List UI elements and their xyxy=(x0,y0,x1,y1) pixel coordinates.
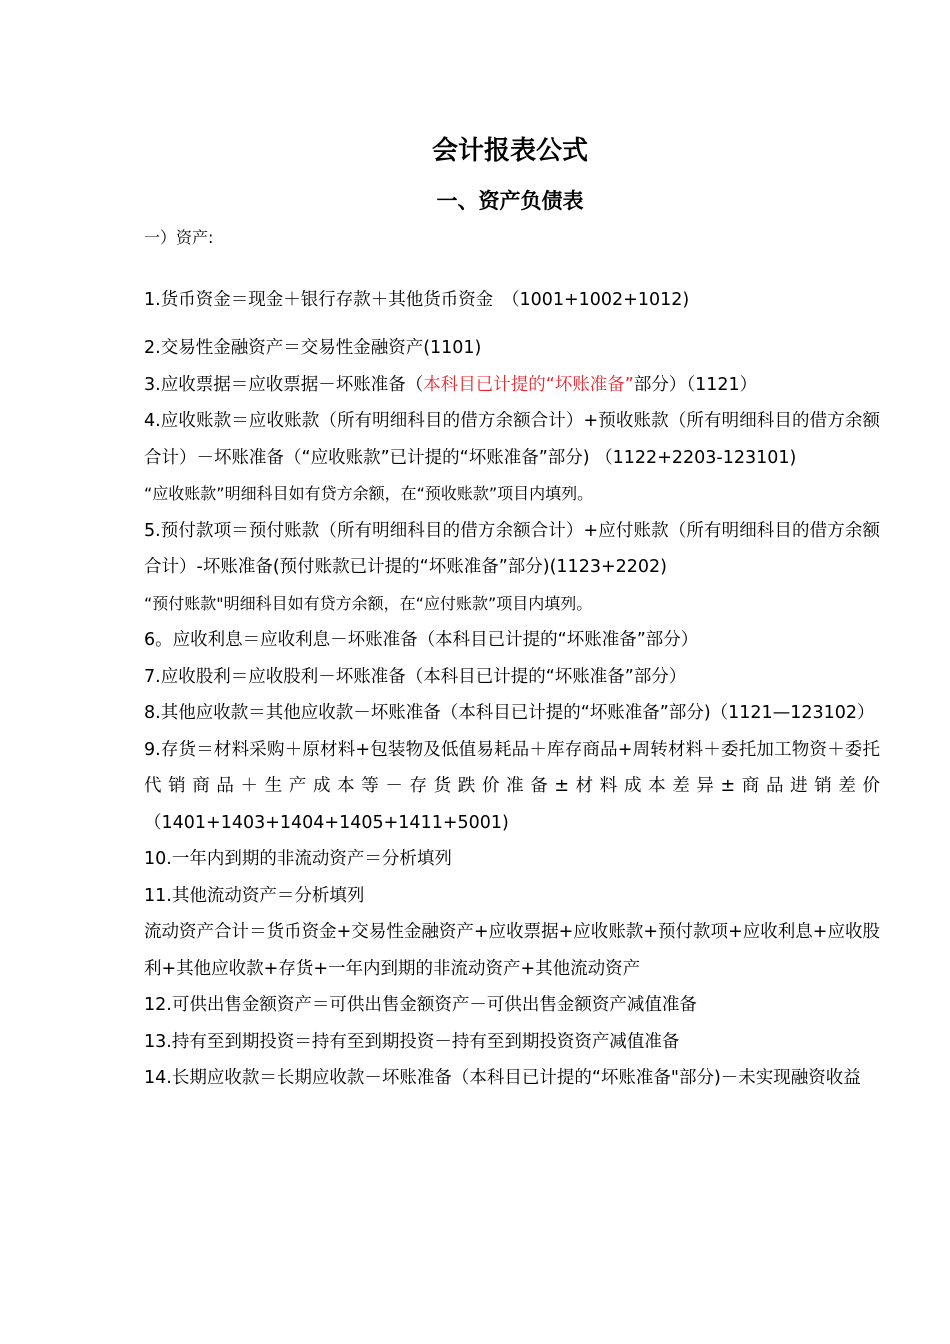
highlight-text: 本科目已计提的“坏账准备” xyxy=(423,374,634,395)
formula-list-1 xyxy=(144,282,880,319)
formula-text: 部分）（1121） xyxy=(633,374,758,395)
formula-line: 8.其他应收款＝其他应收款－坏账准备（本科目已计提的“坏账准备”部分)（1121—123102） xyxy=(144,703,875,723)
formula-line: 14.长期应收款＝长期应收款－坏账准备（本科目已计提的“坏账准备"部分)－未实现融资收益 xyxy=(144,1068,861,1088)
note-line: “预付账款"明细科目如有贷方余额，在“应付账款”项目内填列。 xyxy=(144,593,593,613)
note-line: “应收账款”明细科目如有贷方余额，在“预收账款”项目内填列。 xyxy=(144,484,594,503)
formula-line: 2.交易性金融资产＝交易性金融资产(1101) xyxy=(144,338,482,358)
formula-line: 流动资产合计＝货币资金+交易性金融资产+应收票据+应收账款+预付款项+应收利息+应收股利+其他应收款+存货+一年内到期的非流动资产+其他流动资产 xyxy=(144,922,880,979)
formula-line xyxy=(144,367,880,404)
formula-text: 3.应收票据＝应收票据－坏账准备（ xyxy=(144,374,424,395)
formula-line: 12.可供出售金额资产＝可供出售金额资产－可供出售金额资产减值准备 xyxy=(144,995,697,1015)
formula-line: 9.存货＝材料采购＋原材料+包装物及低值易耗品＋库存商品+周转材料＋委托加工物资＋委托代销商品＋生产成本等－存货跌价准备±材料成本差异±商品进销差价（1401+1403+1404+1405+1411+5001) xyxy=(144,739,880,833)
formula-line: 1.货币资金＝现金＋银行存款＋其他货币资金 （1001+1002+1012) xyxy=(144,290,690,310)
formula-line: 7.应收股利＝应收股利－坏账准备（本科目已计提的“坏账准备”部分） xyxy=(144,666,687,687)
formula-line: 4.应收账款＝应收账款（所有明细科目的借方余额合计）+预收账款（所有明细科目的借方余额合计）－坏账准备（“应收账款”已计提的“坏账准备”部分) （1122+2203-123101) xyxy=(144,411,880,468)
formula-line: 10.一年内到期的非流动资产＝分析填列 xyxy=(144,849,452,869)
subsection-label: 一）资产: xyxy=(144,228,214,247)
section-heading: 一、资产负债表 xyxy=(436,189,584,213)
formula-line: 11.其他流动资产＝分析填列 xyxy=(144,885,365,906)
formula-list xyxy=(144,330,880,1097)
formula-line: 6。应收利息＝应收利息－坏账准备（本科目已计提的“坏账准备”部分） xyxy=(144,630,699,650)
formula-line: 5.预付款项＝预付账款（所有明细科目的借方余额合计）+应付账款（所有明细科目的借方余额合计）-坏账准备(预付账款已计提的“坏账准备”部分)(1123+2202) xyxy=(144,520,880,577)
document-title: 会计报表公式 xyxy=(431,136,588,166)
formula-line: 13.持有至到期投资＝持有至到期投资－持有至到期投资资产减值准备 xyxy=(144,1031,680,1052)
